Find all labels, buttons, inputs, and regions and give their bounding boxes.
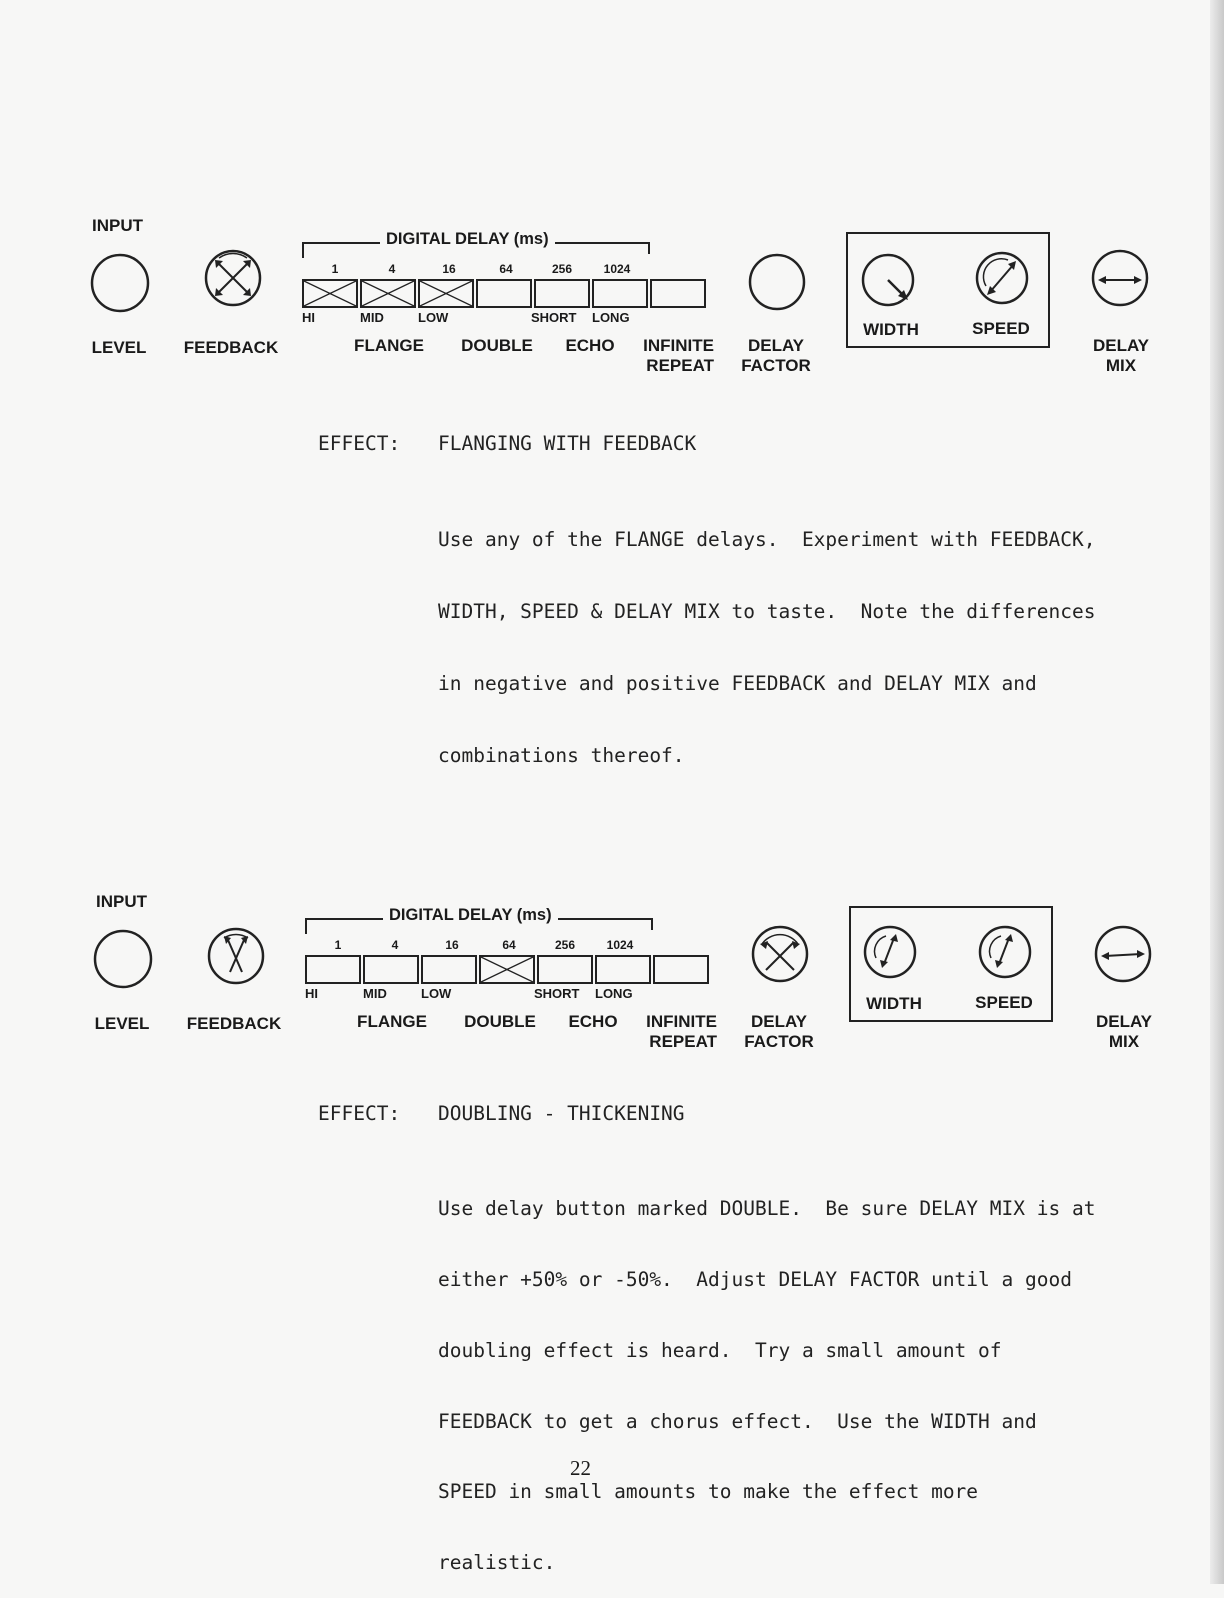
tick-label: 16 [445,938,459,952]
delay-button-infinite-repeat[interactable] [653,955,709,984]
delay-label: DELAY [750,1012,808,1031]
level-label: LEVEL [91,338,147,357]
description-line: doubling effect is heard. Try a small amount of [438,1338,1002,1362]
low-label: LOW [421,986,452,1001]
delay-mix-label-1: DELAY [1092,336,1150,355]
delay-button-low[interactable] [418,279,474,308]
tick-label: 1 [331,262,339,276]
delay-mix-knob[interactable] [1093,924,1153,984]
low-label: LOW [418,310,449,325]
page-number: 22 [570,1456,591,1480]
delay-mix-label-1: DELAY [1095,1012,1153,1031]
control-panel-setting-2 [0,888,1224,1078]
delay-button-infinite-repeat[interactable] [650,279,706,308]
width-knob[interactable] [862,924,918,980]
tick-label: 1024 [606,938,634,952]
delay-button-echo-short[interactable] [534,279,590,308]
delay-mix-label-2: MIX [1108,1032,1140,1051]
short-label: SHORT [534,986,580,1001]
double-label: DOUBLE [464,1012,536,1031]
echo-label: ECHO [565,336,615,355]
description-line: Use delay button marked DOUBLE. Be sure DELAY MIX is at [438,1197,1096,1221]
description-line: realistic. [438,1551,556,1575]
tick-label: 1 [334,938,342,952]
mid-label: MID [363,986,387,1001]
infinite-label: INFINITE [643,336,714,355]
effect-title: FLANGING WITH FEEDBACK [438,432,697,455]
tick-label: 4 [391,938,399,952]
effect-description [438,480,1095,792]
tick-label: 64 [499,262,513,276]
width-knob[interactable] [860,252,916,308]
hi-label: HI [302,310,315,325]
input-label: INPUT [92,216,143,235]
delay-label: DELAY [747,336,805,355]
effect-description [438,1150,1095,1598]
long-label: LONG [592,310,630,325]
digital-delay-title: DIGITAL DELAY (ms) [380,230,555,249]
input-label: INPUT [96,892,147,911]
tick-label: 256 [551,262,573,276]
description-line: FEEDBACK to get a chorus effect. Use the WIDTH and [438,1409,1037,1433]
input-level-knob[interactable] [92,928,154,990]
hi-label: HI [305,986,318,1001]
speed-knob[interactable] [977,924,1033,980]
description-line: Use any of the FLANGE delays. Experiment with FEEDBACK, [438,528,1096,551]
feedback-knob[interactable] [203,248,263,308]
echo-label: ECHO [568,1012,618,1031]
delay-button-echo-long[interactable] [595,955,651,984]
width-label: WIDTH [863,320,919,339]
speed-knob[interactable] [974,250,1030,306]
feedback-knob[interactable] [206,926,266,986]
feedback-label: FEEDBACK [183,338,279,357]
delay-mix-label-2: MIX [1105,356,1137,375]
delay-button-hi[interactable] [305,955,361,984]
tick-label: 4 [388,262,396,276]
width-label: WIDTH [866,994,922,1013]
speed-label: SPEED [972,319,1030,338]
delay-button-echo-short[interactable] [537,955,593,984]
description-line: in negative and positive FEEDBACK and DELAY MIX and [438,672,1037,695]
flange-label: FLANGE [357,1012,427,1031]
input-level-knob[interactable] [89,252,151,314]
effect-label: EFFECT: [318,432,401,455]
long-label: LONG [595,986,633,1001]
tick-label: 64 [502,938,516,952]
infinite-label: INFINITE [646,1012,717,1031]
description-line: WIDTH, SPEED & DELAY MIX to taste. Note the differences [438,600,1096,623]
delay-factor-knob[interactable] [747,252,807,312]
double-label: DOUBLE [461,336,533,355]
repeat-label: REPEAT [649,1032,717,1051]
delay-button-double[interactable] [476,279,532,308]
delay-button-echo-long[interactable] [592,279,648,308]
delay-factor-knob[interactable] [750,924,810,984]
delay-button-mid[interactable] [360,279,416,308]
delay-button-double[interactable] [479,955,535,984]
factor-label: FACTOR [741,356,811,375]
delay-mix-knob[interactable] [1090,248,1150,308]
flange-label: FLANGE [354,336,424,355]
speed-label: SPEED [975,993,1033,1012]
repeat-label: REPEAT [646,356,714,375]
tick-label: 16 [442,262,456,276]
feedback-label: FEEDBACK [186,1014,282,1033]
mid-label: MID [360,310,384,325]
effect-title: DOUBLING - THICKENING [438,1102,685,1125]
description-line: either +50% or -50%. Adjust DELAY FACTOR until a good [438,1267,1072,1291]
description-line: SPEED in small amounts to make the effect more [438,1480,979,1504]
delay-buttons [302,279,708,308]
delay-button-mid[interactable] [363,955,419,984]
factor-label: FACTOR [744,1032,814,1051]
delay-button-hi[interactable] [302,279,358,308]
control-panel-setting-1 [0,212,1224,402]
short-label: SHORT [531,310,577,325]
effect-label: EFFECT: [318,1102,401,1125]
digital-delay-title: DIGITAL DELAY (ms) [383,906,558,925]
tick-label: 1024 [603,262,631,276]
level-label: LEVEL [94,1014,150,1033]
delay-button-low[interactable] [421,955,477,984]
delay-buttons [305,955,711,984]
tick-label: 256 [554,938,576,952]
description-line: combinations thereof. [438,744,685,767]
